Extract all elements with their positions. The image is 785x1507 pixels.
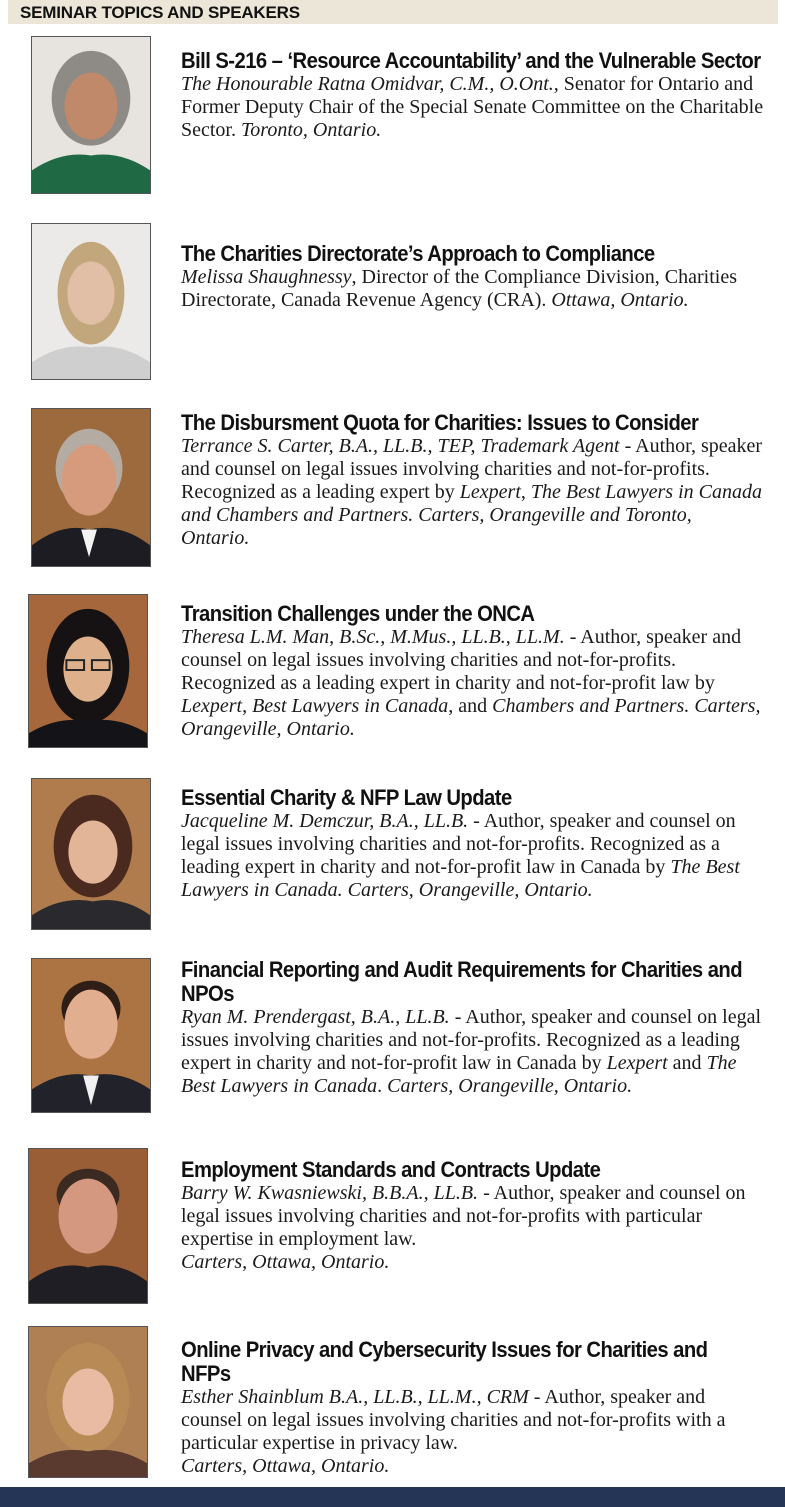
speaker-bio: Barry W. Kwasniewski, B.B.A., LL.B. - Author, speaker and counsel on legal issues involving charities and not-for-profits with particular expertise in employment law. Carters, Ottawa, Ontario. bbox=[181, 1182, 746, 1273]
speaker-photo bbox=[28, 1326, 148, 1478]
topic-title: The Charities Directorate’s Approach to Compliance bbox=[181, 241, 655, 266]
speaker-photo bbox=[28, 1148, 148, 1304]
speaker-bio: Jacqueline M. Demczur, B.A., LL.B. - Author, speaker and counsel on legal issues involving charities and not-for-profits. Recognized as a leading expert in charity and not-for-profit law in Canada by The Best Lawyers in Canada. Carters, Orangeville, Ontario. bbox=[181, 810, 740, 901]
speaker-location: Carters, Ottawa, Ontario. bbox=[181, 1455, 390, 1477]
topic-title: Transition Challenges under the ONCA bbox=[181, 601, 535, 626]
speaker-bio: Esther Shainblum B.A., LL.B., LL.M., CRM - Author, speaker and counsel on legal issues involving charities and not-for-profits with a particular expertise in privacy law. Carters, Ottawa, Ontario. bbox=[181, 1386, 726, 1477]
speaker-bio: Ryan M. Prendergast, B.A., LL.B. - Author, speaker and counsel on legal issues involving charities and not-for-profits. Recognized as a leading expert in charity and not-for-profit law in Canada by Lexpert and The Best Lawyers in Canada. Carters, Orangeville, Ontario. bbox=[181, 1006, 762, 1097]
section-title: SEMINAR TOPICS AND SPEAKERS bbox=[20, 3, 300, 22]
speaker-location: Toronto, Ontario. bbox=[241, 119, 382, 141]
speaker-name: Esther Shainblum B.A., LL.B., LL.M., CRM bbox=[181, 1386, 529, 1408]
topic-title: The Disbursment Quota for Charities: Issues to Consider bbox=[181, 410, 699, 435]
speaker-name: Ryan M. Prendergast, B.A., LL.B. bbox=[181, 1006, 450, 1028]
header-bar bbox=[8, 0, 778, 24]
speaker-name: Melissa Shaughnessy bbox=[181, 266, 352, 288]
speaker-bio: Theresa L.M. Man, B.Sc., M.Mus., LL.B., LL.M. - Author, speaker and counsel on legal issues involving charities and not-for-profits. Recognized as a leading expert in charity and not-for-profit law by Lexpert, Best Lawyers in Canada, and Chambers and Partners. Carters, Orangeville, Ontario. bbox=[181, 626, 761, 740]
topic-title: Employment Standards and Contracts Update bbox=[181, 1157, 601, 1182]
speaker-location: Ottawa, Ontario. bbox=[551, 289, 689, 311]
topic-title: Bill S-216 – ‘Resource Accountability’ and the Vulnerable Sector bbox=[181, 48, 761, 73]
topic-title: Financial Reporting and Audit Requirements for Charities and NPOs bbox=[181, 957, 743, 1006]
topic-title: Online Privacy and Cybersecurity Issues for Charities and NFPs bbox=[181, 1337, 708, 1386]
speaker-name: Theresa L.M. Man, B.Sc., M.Mus., LL.B., LL.M. bbox=[181, 626, 565, 648]
speaker-name: Terrance S. Carter, B.A., LL.B., TEP, Trademark Agent bbox=[181, 435, 620, 457]
speaker-photo bbox=[31, 778, 151, 930]
speaker-photo bbox=[31, 408, 151, 567]
speaker-bio: The Honourable Ratna Omidvar, C.M., O.Ont., Senator for Ontario and Former Deputy Chair of the Special Senate Committee on the Charitable Sector. Toronto, Ontario. bbox=[181, 73, 764, 141]
speaker-name: The Honourable Ratna Omidvar, C.M., O.Ont., bbox=[181, 73, 559, 95]
speaker-location: Carters, Ottawa, Ontario. bbox=[181, 1251, 390, 1273]
footer-bar bbox=[0, 1487, 785, 1507]
speaker-photo bbox=[31, 223, 151, 380]
speaker-photo bbox=[28, 594, 148, 748]
topic-title: Essential Charity & NFP Law Update bbox=[181, 785, 512, 810]
speaker-photo bbox=[31, 958, 151, 1113]
speaker-photo bbox=[31, 36, 151, 194]
speaker-name: Barry W. Kwasniewski, B.B.A., LL.B. bbox=[181, 1182, 479, 1204]
speaker-bio: Terrance S. Carter, B.A., LL.B., TEP, Trademark Agent - Author, speaker and counsel on legal issues involving charities and not-for-profits. Recognized as a leading expert by Lexpert, The Best Lawyers in Canada and Chambers and Partners. Carters, Orangeville and Toronto, Ontario. bbox=[181, 435, 763, 549]
speaker-bio: Melissa Shaughnessy, Director of the Compliance Division, Charities Directorate, Canada Revenue Agency (CRA). Ottawa, Ontario. bbox=[181, 266, 738, 311]
speaker-name: Jacqueline M. Demczur, B.A., LL.B. bbox=[181, 810, 469, 832]
